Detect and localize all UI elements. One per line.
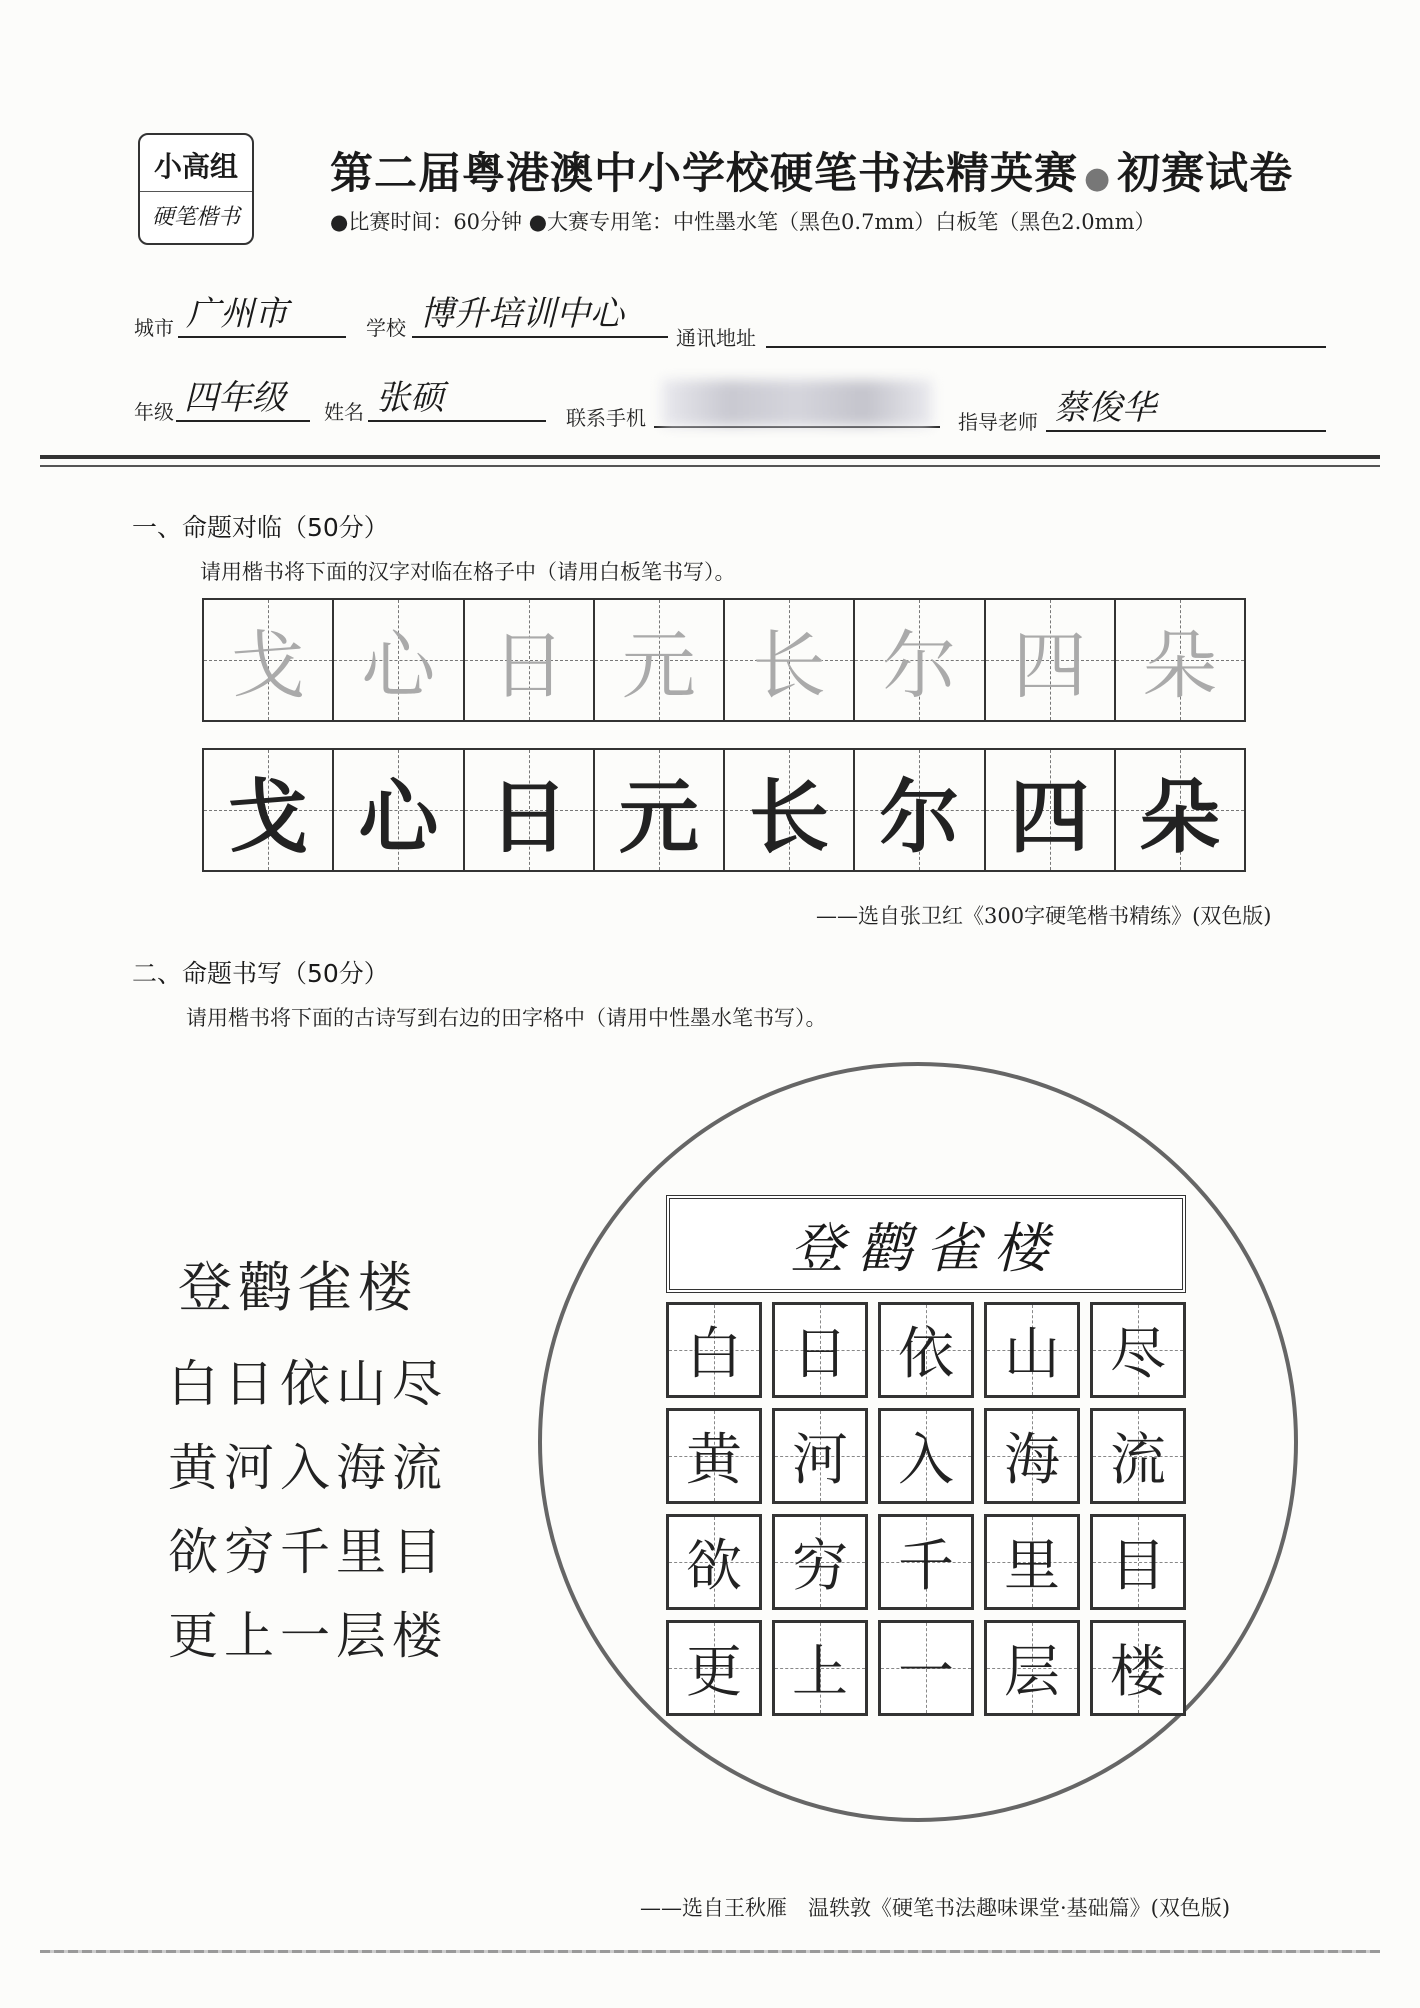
tianzige-cell[interactable] — [984, 1514, 1080, 1610]
tianzige-cell[interactable] — [878, 1514, 974, 1610]
section1-source: ——选自张卫红《300字硬笔楷书精练》(双色版) — [816, 904, 1272, 928]
tianzige-cell[interactable] — [1090, 1408, 1186, 1504]
model-char: 朵 — [1142, 623, 1217, 709]
answer-char: 尽 — [1110, 1322, 1166, 1387]
answer-char: 层 — [1004, 1640, 1060, 1705]
name-field[interactable]: 张硕 — [368, 376, 546, 422]
phone-label: 联系手机 — [566, 406, 646, 430]
model-char: 四 — [1012, 623, 1087, 709]
answer-char: 里 — [1004, 1534, 1060, 1599]
model-char-cell — [465, 600, 595, 720]
school-label: 学校 — [366, 316, 406, 340]
poem-line: 欲穷千里目 — [168, 1523, 448, 1581]
title-separator: ● — [1084, 161, 1112, 196]
poem-line: 白日依山尽 — [168, 1355, 448, 1413]
tianzige-cell[interactable] — [984, 1408, 1080, 1504]
page-title — [330, 140, 1293, 201]
written-char: 元 — [618, 770, 699, 864]
copy-char-cell[interactable] — [595, 750, 725, 870]
answer-char: 上 — [792, 1640, 848, 1705]
copy-char-cell[interactable] — [334, 750, 464, 870]
tianzige-cell[interactable] — [666, 1408, 762, 1504]
phone-redaction — [662, 380, 932, 426]
model-char: 戈 — [231, 623, 306, 709]
title-tail: 初赛试卷 — [1117, 149, 1294, 199]
answer-char: 千 — [898, 1534, 954, 1599]
grade-field[interactable]: 四年级 — [176, 376, 310, 422]
answer-char: 山 — [1004, 1322, 1060, 1387]
teacher-label: 指导老师 — [958, 410, 1038, 434]
tianzige-cell[interactable] — [666, 1302, 762, 1398]
city-label: 城市 — [134, 316, 174, 340]
model-char-cell — [1116, 600, 1244, 720]
tianzige-grid[interactable] — [666, 1302, 1186, 1716]
model-char: 心 — [361, 623, 436, 709]
header-divider-thin — [40, 465, 1380, 467]
answer-char: 海 — [1004, 1428, 1060, 1493]
model-char: 元 — [621, 623, 696, 709]
address-label: 通讯地址 — [676, 326, 756, 350]
answer-char: 入 — [898, 1428, 954, 1493]
answer-title-box[interactable]: 登鹳雀楼 — [666, 1195, 1186, 1293]
poem-line: 黄河入海流 — [168, 1439, 448, 1497]
answer-char: 楼 — [1110, 1640, 1166, 1705]
tianzige-cell[interactable] — [1090, 1302, 1186, 1398]
written-char: 四 — [1009, 770, 1090, 864]
footer-divider — [40, 1950, 1380, 1953]
written-char: 日 — [488, 770, 569, 864]
model-char-cell — [725, 600, 855, 720]
model-char-cell — [204, 600, 334, 720]
model-char-grid — [202, 598, 1246, 722]
model-char: 日 — [491, 623, 566, 709]
teacher-field[interactable]: 蔡俊华 — [1046, 386, 1326, 432]
poem-line: 更上一层楼 — [168, 1607, 448, 1665]
model-char: 尔 — [882, 623, 957, 709]
model-char-cell — [595, 600, 725, 720]
answer-char: 目 — [1110, 1534, 1166, 1599]
tianzige-cell[interactable] — [984, 1620, 1080, 1716]
title-main: 第二届粤港澳中小学校硬笔书法精英赛 — [330, 149, 1078, 199]
address-field[interactable] — [766, 302, 1326, 348]
copy-char-grid[interactable] — [202, 748, 1246, 872]
written-char: 朵 — [1139, 770, 1220, 864]
tianzige-cell[interactable] — [878, 1302, 974, 1398]
model-char-cell — [855, 600, 985, 720]
tianzige-cell[interactable] — [984, 1302, 1080, 1398]
tianzige-cell[interactable] — [666, 1620, 762, 1716]
tianzige-cell[interactable] — [772, 1302, 868, 1398]
answer-char: 一 — [898, 1640, 954, 1705]
tianzige-cell[interactable] — [878, 1620, 974, 1716]
answer-char: 欲 — [686, 1534, 742, 1599]
answer-char: 更 — [686, 1640, 742, 1705]
copy-char-cell[interactable] — [986, 750, 1116, 870]
section2-heading: 二、命题书写（50分） — [132, 959, 389, 988]
section1-instruction: 请用楷书将下面的汉字对临在格子中（请用白板笔书写）。 — [200, 560, 736, 584]
section2-source: ——选自王秋雁 温轶敦《硬笔书法趣味课堂·基础篇》(双色版) — [640, 1896, 1231, 1920]
copy-char-cell[interactable] — [465, 750, 595, 870]
exam-rules: ●比赛时间：60分钟 ●大赛专用笔：中性墨水笔（黑色0.7mm）白板笔（黑色2.0mm） — [330, 210, 1156, 234]
written-char: 戈 — [228, 770, 309, 864]
answer-char: 穷 — [792, 1534, 848, 1599]
tianzige-cell[interactable] — [1090, 1514, 1186, 1610]
copy-char-cell[interactable] — [1116, 750, 1244, 870]
section2-instruction: 请用楷书将下面的古诗写到右边的田字格中（请用中性墨水笔书写）。 — [186, 1006, 827, 1030]
tianzige-cell[interactable] — [878, 1408, 974, 1504]
model-char-cell — [986, 600, 1116, 720]
tianzige-cell[interactable] — [772, 1514, 868, 1610]
grade-label: 年级 — [134, 400, 174, 424]
poem-text — [168, 1245, 448, 1678]
tianzige-cell[interactable] — [1090, 1620, 1186, 1716]
copy-char-cell[interactable] — [725, 750, 855, 870]
copy-char-cell[interactable] — [855, 750, 985, 870]
model-char-cell — [334, 600, 464, 720]
answer-char: 河 — [792, 1428, 848, 1493]
name-label: 姓名 — [324, 400, 364, 424]
written-char: 尔 — [879, 770, 960, 864]
tianzige-cell[interactable] — [666, 1514, 762, 1610]
tianzige-cell[interactable] — [772, 1408, 868, 1504]
header-divider — [40, 455, 1380, 459]
badge-group-label: 小高组 — [140, 145, 252, 192]
section1-heading: 一、命题对临（50分） — [132, 513, 389, 542]
answer-char: 依 — [898, 1322, 954, 1387]
badge-style-label: 硬笔楷书 — [151, 205, 240, 230]
answer-char: 黄 — [686, 1428, 742, 1493]
model-char: 长 — [752, 623, 827, 709]
answer-char: 日 — [792, 1322, 848, 1387]
answer-char: 白 — [686, 1322, 742, 1387]
school-field[interactable]: 博升培训中心 — [412, 292, 668, 338]
answer-char: 流 — [1110, 1428, 1166, 1493]
copy-char-cell[interactable] — [204, 750, 334, 870]
written-char: 长 — [749, 770, 830, 864]
written-char: 心 — [358, 770, 439, 864]
city-field[interactable]: 广州市 — [178, 292, 346, 338]
tianzige-cell[interactable] — [772, 1620, 868, 1716]
group-badge — [138, 133, 254, 245]
poem-title: 登鹳雀楼 — [178, 1256, 418, 1319]
